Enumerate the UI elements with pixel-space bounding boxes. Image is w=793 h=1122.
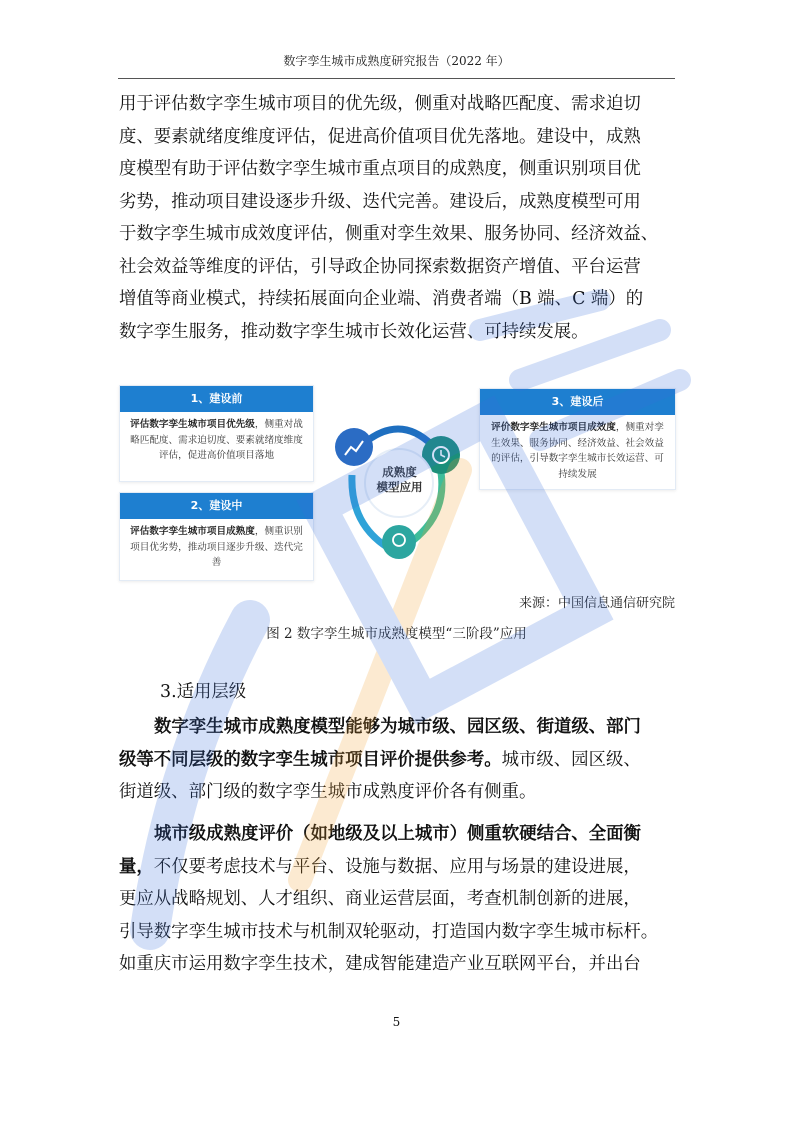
- center-label-line: 成熟度: [382, 465, 417, 479]
- bold-text: 级等不同层级的数字孪生城市项目评价提供参考。: [119, 749, 502, 770]
- header-rule: [118, 78, 675, 79]
- paragraph-line: 度、要素就绪度维度评估，促进高价值项目优先落地。建设中，成熟: [119, 126, 641, 147]
- stage-text: ，侧重识别项目优劣势，推动项目逐步升级、迭代完善: [130, 526, 303, 568]
- stage-description: [480, 415, 675, 486]
- center-label-line: 模型应用: [376, 480, 423, 494]
- stage-box-during: [119, 492, 314, 581]
- paragraph-3: [119, 818, 675, 981]
- bold-text: 量，: [119, 856, 154, 877]
- stage-title: 2、建设中: [120, 493, 313, 519]
- paragraph-2: [119, 711, 675, 809]
- paragraph-line: 用于评估数字孪生城市项目的优先级，侧重对战略匹配度、需求迫切: [119, 94, 641, 114]
- stage-title: 3、建设后: [480, 389, 675, 415]
- arrow-arc-top: [362, 429, 432, 445]
- figure-source: 来源：中国信息通信研究院: [518, 596, 675, 611]
- paragraph-line: 社会效益等维度的评估，引导政企协同探索数据资产增值、平台运营: [119, 256, 641, 277]
- paragraph-line: 数字孪生城市成熟度模型能够为城市级、园区级、街道级、部门: [154, 717, 641, 737]
- money-icon: [382, 525, 416, 559]
- section-heading: 3.适用层级: [160, 682, 247, 702]
- paragraph-1: [119, 88, 675, 348]
- figure-caption: 图 2 数字孪生城市成熟度模型“三阶段”应用: [266, 626, 527, 642]
- stage-description: [120, 519, 313, 575]
- paragraph-line: 更应从战略规划、人才组织、商业运营层面，考查机制创新的进展，: [119, 889, 641, 909]
- paragraph-line: 街道级、部门级的数字孪生城市成熟度评价各有侧重。: [119, 782, 537, 802]
- paragraph-line: [119, 744, 675, 777]
- paragraph-line: 城市级成熟度评价（如地级及以上城市）侧重软硬结合、全面衡: [154, 824, 641, 844]
- stage-bold: 评价数字孪生城市项目成效度: [491, 422, 616, 433]
- stage-description: [120, 412, 313, 468]
- plain-text: 不仅要考虑技术与平台、设施与数据、应用与场景的建设进展，: [153, 856, 641, 877]
- paragraph-line: 如重庆市运用数字孪生技术，建成智能建造产业互联网平台，并出台: [119, 954, 641, 974]
- cycle-diagram: [332, 405, 467, 565]
- page-number: 5: [392, 1015, 401, 1029]
- paragraph-line: 引导数字孪生城市技术与机制双轮驱动，打造国内数字孪生城市标杆。: [119, 921, 659, 942]
- chart-icon: [335, 428, 373, 466]
- stage-bold: 评估数字孪生城市项目成熟度: [130, 526, 255, 537]
- page-header: 数字孪生城市成熟度研究报告（2022 年）: [283, 54, 510, 68]
- plain-text: 城市级、园区级、: [501, 749, 641, 770]
- paragraph-line: 劣势，推动项目建设逐步升级、迭代完善。建设后，成熟度模型可用: [119, 191, 641, 212]
- paragraph-line: 度模型有助于评估数字孪生城市重点项目的成熟度，侧重识别项目优: [119, 159, 641, 179]
- stage-title: 1、建设前: [120, 386, 313, 412]
- stage-text: ，侧重对孪生效果、服务协同、经济效益、社会效益的评估，引导数字孪生城市长效运营、可持续发展: [491, 422, 664, 480]
- stage-box-before: [119, 385, 314, 482]
- stage-bold: 评估数字孪生城市项目优先级: [130, 419, 255, 430]
- paragraph-line: 增值等商业模式，持续拓展面向企业端、消费者端（B 端、C 端）的: [119, 289, 644, 309]
- stage-box-after: [479, 388, 676, 490]
- maturity-model-figure: [119, 385, 674, 580]
- paragraph-line: 于数字孪生城市成效度评估，侧重对孪生效果、服务协同、经济效益、: [119, 224, 659, 244]
- stage-text: ，侧重对战略匹配度、需求迫切度、要素就绪度维度评估，促进高价值项目落地: [130, 419, 303, 461]
- paragraph-line: 数字孪生服务，推动数字孪生城市长效化运营、可持续发展。: [119, 321, 589, 342]
- center-label: [362, 465, 437, 495]
- paragraph-line: [119, 851, 675, 884]
